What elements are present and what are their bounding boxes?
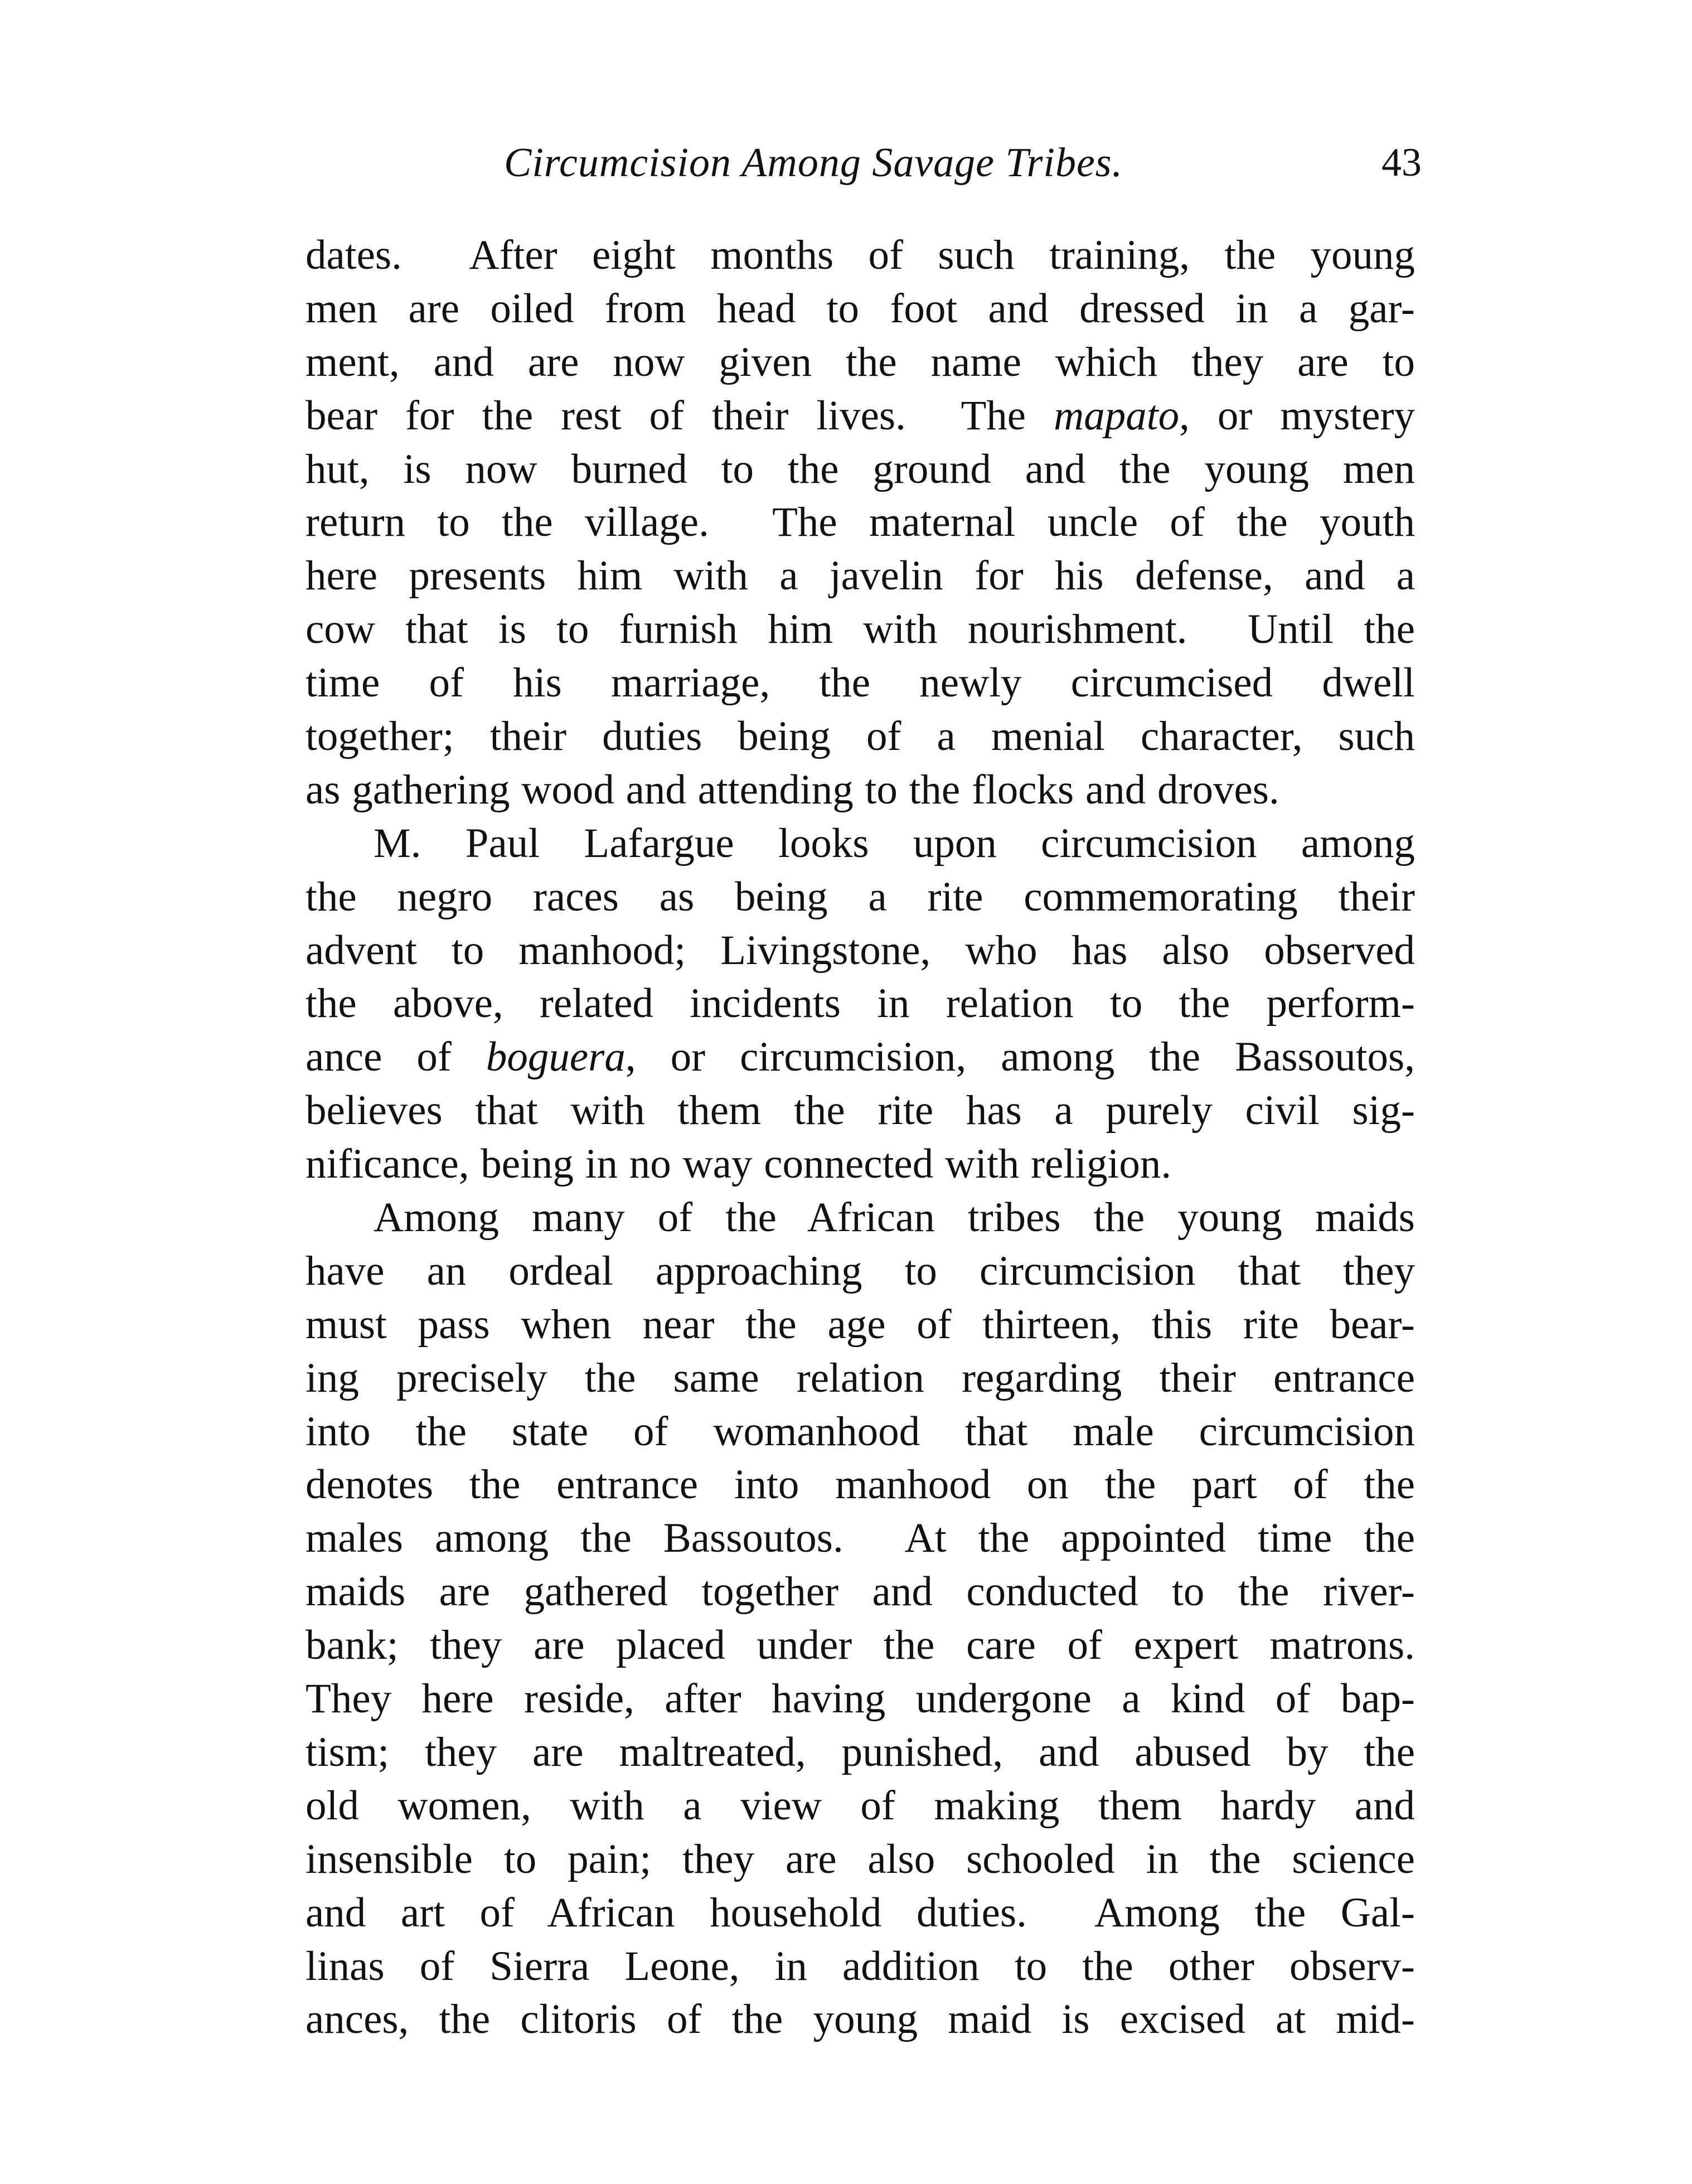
text-segment: linas of Sierra Leone, in addition to the other observ- bbox=[306, 1943, 1415, 1989]
text-line bbox=[306, 1886, 1415, 1940]
text-line bbox=[306, 443, 1415, 496]
text-line bbox=[306, 1191, 1415, 1244]
text-line bbox=[306, 1726, 1415, 1779]
text-segment: the negro races as being a rite commemorating their bbox=[306, 873, 1415, 920]
text-line bbox=[306, 1512, 1415, 1565]
text-line bbox=[306, 763, 1415, 817]
text-segment: bank; they are placed under the care of expert matrons. bbox=[306, 1622, 1415, 1669]
text-line bbox=[306, 1940, 1415, 1993]
text-line bbox=[306, 977, 1415, 1030]
text-segment: insensible to pain; they are also schooled in the science bbox=[306, 1836, 1415, 1882]
text-segment: together; their duties being of a menial character, such bbox=[306, 713, 1415, 760]
text-segment: ing precisely the same relation regarding their entrance bbox=[306, 1354, 1415, 1401]
text-line bbox=[306, 924, 1415, 977]
body-text bbox=[306, 229, 1415, 2046]
text-line bbox=[306, 1458, 1415, 1512]
text-segment: ment, and are now given the name which they are to bbox=[306, 338, 1415, 385]
text-segment: into the state of womanhood that male circumcision bbox=[306, 1408, 1415, 1455]
text-segment: return to the village. The maternal uncle of the youth bbox=[306, 499, 1415, 546]
text-segment: , or circumcision, among the Bassoutos, bbox=[625, 1034, 1415, 1081]
text-segment: males among the Bassoutos. At the appointed time the bbox=[306, 1515, 1415, 1562]
text-segment: the above, related incidents in relation to the perform- bbox=[306, 980, 1415, 1027]
text-segment: old women, with a view of making them hardy and bbox=[306, 1782, 1415, 1829]
text-segment: ance of bbox=[306, 1034, 486, 1081]
text-line bbox=[306, 1779, 1415, 1833]
text-segment: maids are gathered together and conducted to the river- bbox=[306, 1568, 1415, 1615]
text-segment: bear for the rest of their lives. The bbox=[306, 392, 1054, 439]
text-segment: believes that with them the rite has a purely civil sig- bbox=[306, 1087, 1415, 1134]
text-line bbox=[306, 1672, 1415, 1726]
text-segment: must pass when near the age of thirteen, this rite bear- bbox=[306, 1301, 1415, 1348]
text-line bbox=[306, 1084, 1415, 1137]
text-line bbox=[306, 336, 1415, 389]
running-title: Circumcision Among Savage Tribes. bbox=[504, 140, 1123, 186]
text-line bbox=[306, 1833, 1415, 1886]
text-line bbox=[306, 1244, 1415, 1298]
text-segment: Among many of the African tribes the young maids bbox=[374, 1194, 1415, 1241]
text-line bbox=[306, 1030, 1415, 1084]
text-segment: advent to manhood; Livingstone, who has also observed bbox=[306, 927, 1415, 974]
italic-term: mapato bbox=[1054, 392, 1180, 439]
text-segment: nificance, being in no way connected with religion. bbox=[306, 1141, 1172, 1188]
text-line bbox=[306, 817, 1415, 870]
text-line bbox=[306, 389, 1415, 443]
text-segment: , or mystery bbox=[1179, 392, 1415, 439]
text-segment: ances, the clitoris of the young maid is excised at mid- bbox=[306, 1996, 1415, 2043]
italic-term: boguera bbox=[486, 1034, 626, 1081]
text-line bbox=[306, 1993, 1415, 2046]
text-line bbox=[306, 496, 1415, 549]
text-line bbox=[306, 710, 1415, 763]
text-line bbox=[306, 1298, 1415, 1352]
text-line bbox=[306, 1619, 1415, 1672]
text-segment: cow that is to furnish him with nourishment. Until the bbox=[306, 606, 1415, 653]
page-header bbox=[491, 139, 1422, 190]
text-line bbox=[306, 1352, 1415, 1405]
text-segment: tism; they are maltreated, punished, and abused by the bbox=[306, 1728, 1415, 1775]
text-segment: denotes the entrance into manhood on the part of the bbox=[306, 1461, 1415, 1508]
text-segment: here presents him with a javelin for his defense, and a bbox=[306, 553, 1415, 599]
text-line bbox=[306, 549, 1415, 603]
text-segment: They here reside, after having undergone a kind of bap- bbox=[306, 1675, 1415, 1722]
text-segment: dates. After eight months of such training, the young bbox=[306, 232, 1415, 278]
text-line bbox=[306, 1137, 1415, 1191]
text-segment: men are oiled from head to foot and dressed in a gar- bbox=[306, 285, 1415, 332]
page-number: 43 bbox=[1381, 140, 1422, 185]
text-line bbox=[306, 1405, 1415, 1459]
text-segment: hut, is now burned to the ground and the young men bbox=[306, 445, 1415, 492]
text-segment: and art of African household duties. Among the Gal- bbox=[306, 1889, 1415, 1936]
text-line bbox=[306, 229, 1415, 282]
text-line bbox=[306, 870, 1415, 924]
text-segment: M. Paul Lafargue looks upon circumcision among bbox=[374, 820, 1415, 866]
text-segment: have an ordeal approaching to circumcision that they bbox=[306, 1247, 1415, 1294]
text-segment: time of his marriage, the newly circumcised dwell bbox=[306, 660, 1415, 706]
text-line bbox=[306, 603, 1415, 656]
text-line bbox=[306, 282, 1415, 336]
text-segment: as gathering wood and attending to the flocks and droves. bbox=[306, 766, 1279, 813]
text-line bbox=[306, 1565, 1415, 1619]
text-line bbox=[306, 656, 1415, 710]
